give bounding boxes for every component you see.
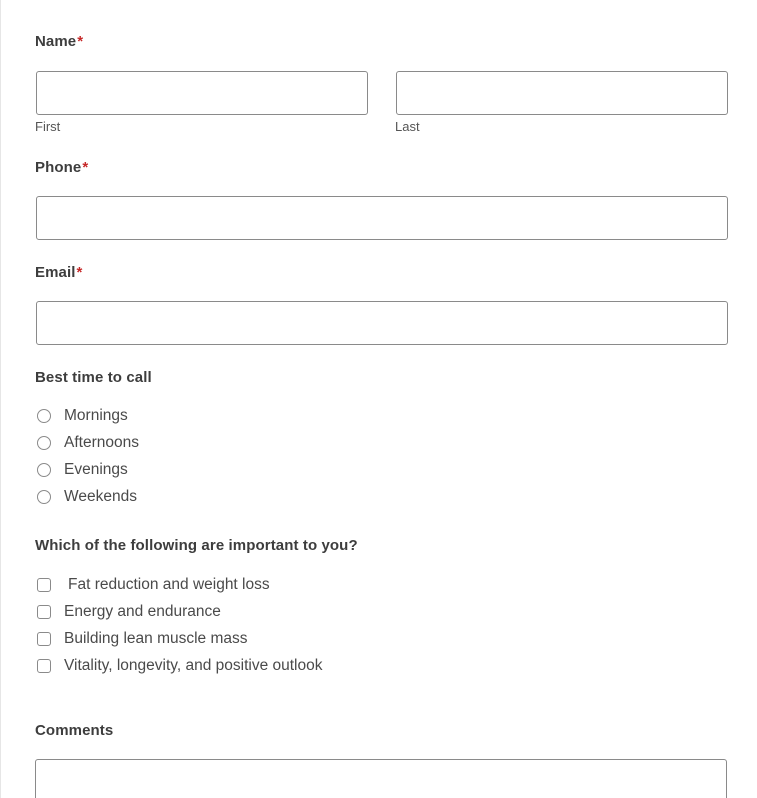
last-name-input[interactable] [396,71,728,115]
first-name-sublabel: First [35,119,61,134]
email-label [35,264,82,281]
radio-button[interactable] [37,490,51,504]
checkbox[interactable] [37,605,51,619]
checkbox-option-energy[interactable] [37,598,322,625]
best-time-radio-group [37,402,139,510]
checkbox-label: Energy and endurance [64,602,221,620]
phone-required-mark: * [82,159,89,176]
left-divider [0,0,1,798]
radio-button[interactable] [37,436,51,450]
checkbox-option-fat-reduction[interactable] [37,571,322,598]
email-required-mark: * [76,264,83,281]
important-checkbox-group [37,571,322,679]
radio-label: Mornings [64,406,128,424]
email-input[interactable] [36,301,728,345]
email-label-text: Email [35,264,76,281]
radio-option-evenings[interactable] [37,456,139,483]
phone-label-text: Phone [35,159,82,176]
important-label: Which of the following are important to you? [35,537,358,554]
last-name-sublabel: Last [395,119,420,134]
checkbox-option-vitality[interactable] [37,652,322,679]
checkbox-label: Building lean muscle mass [64,629,248,647]
phone-input[interactable] [36,196,728,240]
comments-label: Comments [35,722,114,739]
first-name-input[interactable] [36,71,368,115]
checkbox-label: Fat reduction and weight loss [68,575,270,593]
checkbox[interactable] [37,632,51,646]
radio-label: Evenings [64,460,128,478]
checkbox-option-muscle[interactable] [37,625,322,652]
radio-option-mornings[interactable] [37,402,139,429]
radio-label: Weekends [64,487,137,505]
checkbox[interactable] [37,659,51,673]
comments-textarea[interactable] [35,759,727,798]
radio-option-afternoons[interactable] [37,429,139,456]
name-label-text: Name [35,33,77,50]
phone-label [35,159,88,176]
radio-option-weekends[interactable] [37,483,139,510]
checkbox[interactable] [37,578,51,592]
name-required-mark: * [77,33,84,50]
radio-button[interactable] [37,409,51,423]
radio-button[interactable] [37,463,51,477]
best-time-label: Best time to call [35,369,152,386]
name-label [35,33,83,50]
radio-label: Afternoons [64,433,139,451]
checkbox-label: Vitality, longevity, and positive outlook [64,656,323,674]
